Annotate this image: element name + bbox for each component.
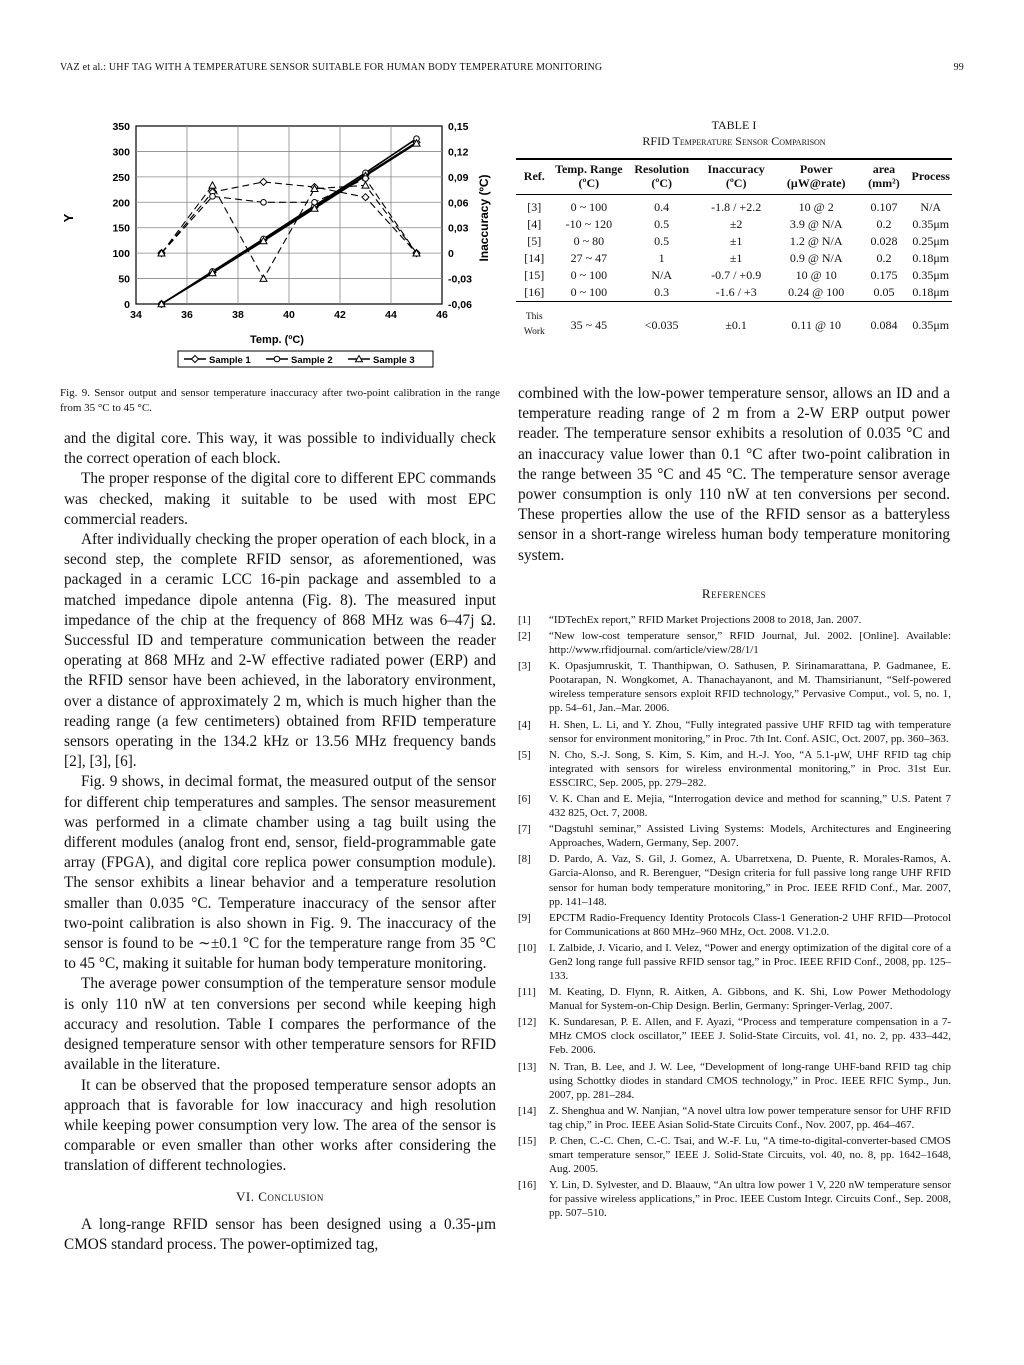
- paragraph: It can be observed that the proposed temperature sensor adopts an approach that is favorable for low inaccuracy and high resolution while keeping power consumption very low. The area of the sensor is comparable or even smaller than other works after considering the translation of different technologies.: [64, 1076, 496, 1175]
- reference-item: [518, 613, 951, 627]
- table-cell: 0.18μm: [912, 251, 950, 265]
- reference-item: [518, 1015, 951, 1057]
- reference-item: [518, 985, 951, 1013]
- y-tick-label: 150: [112, 222, 130, 235]
- table-cell: 0.084: [870, 317, 898, 332]
- comparison-table: [516, 158, 952, 344]
- reference-text: D. Pardo, A. Vaz, S. Gil, J. Gomez, A. Ubarretxena, D. Puente, R. Morales-Ramos, A. Garcia-Alonso, and R. Berenguer, “Design criteria for full passive long range UHF RFID sensor for human body temperature monitoring,” in Proc. IEEE RFID Conf., Mar. 2007, pp. 141–148.: [549, 853, 951, 908]
- table-cell: <0.035: [644, 317, 679, 332]
- table-cell: -10 ~ 120: [565, 217, 613, 231]
- reference-item: [518, 1178, 951, 1220]
- reference-item: [518, 911, 951, 939]
- table-cell: N/A: [920, 200, 942, 214]
- reference-number: [6]: [518, 793, 531, 806]
- section-title: VI. Conclusion: [236, 1188, 324, 1204]
- table-caption: RFID Temperature Sensor Comparison: [642, 134, 826, 148]
- y2-tick-label: 0,15: [448, 121, 469, 133]
- table-cell: 1: [658, 251, 665, 265]
- table-cell: ±1: [729, 251, 743, 265]
- paragraph: Fig. 9 shows, in decimal format, the measured output of the sensor for different chip temperatures and samples. The sensor measurement was performed in a climate chamber using a tag built using the different modules (analog front end, sensor, field-programmable gate array (FPGA), and digital core replica power consumption module). The sensor exhibits a linear behavior and a temperature resolution smaller than 0.035 °C. Temperature inaccuracy of the sensor after two-point calibration is also shown in Fig. 9. The inaccuracy of the sensor is found to be ∼±0.1 °C for the temperature range from 35 °C to 45 °C, making it suitable for human body temperature monitoring.: [64, 773, 496, 973]
- table-row: [516, 250, 952, 267]
- table-cell: 35 ~ 45: [570, 317, 608, 332]
- y2-tick-label: 0,09: [448, 171, 469, 184]
- table-cell: 0 ~ 100: [570, 200, 608, 214]
- table-header-cell: Temp. Range (ºC): [555, 162, 623, 190]
- table-cell: -0.7 / +0.9: [711, 268, 762, 282]
- y2-axis-label: Inaccuracy (ºC): [477, 174, 491, 262]
- reference-number: [1]: [518, 614, 531, 626]
- table-title: [520, 117, 948, 149]
- reference-item: [518, 822, 951, 850]
- data-point: [363, 176, 369, 182]
- running-header: [60, 62, 964, 73]
- table-cell: 0.5: [654, 234, 670, 248]
- reference-item: [518, 792, 951, 820]
- table-cell: [16]: [524, 285, 545, 299]
- table-cell: 0.25μm: [912, 234, 950, 248]
- table-cell: -1.6 / +3: [715, 285, 757, 299]
- figure-9-chart: [60, 112, 500, 374]
- table-row: [516, 216, 952, 233]
- reference-number: [4]: [518, 718, 531, 731]
- y-axis-label: Y: [61, 213, 76, 223]
- legend-label: Sample 2: [291, 355, 333, 366]
- paragraph: A long-range RFID sensor has been designed using a 0.35-μm CMOS standard process. The power-optimized tag,: [64, 1215, 496, 1253]
- table-row: [516, 284, 952, 302]
- reference-number: [10]: [518, 941, 537, 954]
- page-number: 99: [953, 62, 964, 73]
- references-heading: References: [701, 586, 767, 601]
- y-tick-label: 200: [112, 197, 130, 210]
- paragraph: and the digital core. This way, it was possible to individually check the correct operation of each block.: [64, 430, 496, 468]
- x-tick-label: 42: [334, 309, 346, 321]
- table-cell: 10 @ 2: [798, 200, 834, 214]
- reference-text: “IDTechEx report,” RFID Market Projections 2008 to 2018, Jan. 2007.: [549, 614, 862, 626]
- table-cell: 0.18μm: [912, 285, 950, 299]
- table-row: [516, 233, 952, 250]
- table-cell: 0 ~ 100: [570, 268, 608, 282]
- table-header-cell: Power (μW@rate): [786, 162, 846, 190]
- table-row: [516, 267, 952, 284]
- reference-number: [16]: [518, 1179, 537, 1192]
- running-title: VAZ et al.: UHF TAG WITH A TEMPERATURE SENSOR SUITABLE FOR HUMAN BODY TEMPERATURE MONITORING: [60, 62, 603, 73]
- table-cell: 0.2: [876, 251, 892, 265]
- x-axis-label: Temp. (ºC): [250, 334, 304, 346]
- reference-number: [13]: [518, 1060, 537, 1073]
- paragraph: The proper response of the digital core to different EPC commands was checked, making it suitable to be used with most EPC commercial readers.: [64, 470, 496, 528]
- table-cell: [14]: [524, 251, 545, 265]
- table-header-cell: Process: [911, 169, 950, 183]
- table-cell: 0.35μm: [912, 268, 950, 282]
- table-header-cell: Ref.: [523, 169, 545, 183]
- data-point: [261, 199, 267, 205]
- reference-item: [518, 659, 951, 715]
- table-cell: N/A: [651, 268, 673, 282]
- table-row: [516, 195, 952, 217]
- reference-number: [7]: [518, 823, 531, 836]
- reference-text: I. Zalbide, J. Vicario, and I. Velez, “Power and energy optimization of the digital core of a Gen2 long range full passive RFID sensor tag,” in Proc. IEEE RFID Conf., 2008, pp. 125–133.: [549, 941, 951, 982]
- table-cell: 0.24 @ 100: [788, 285, 845, 299]
- y-tick-label: 50: [118, 273, 130, 286]
- table-cell: [4]: [527, 217, 542, 231]
- x-tick-label: 34: [130, 309, 142, 321]
- x-tick-label: 38: [232, 309, 244, 321]
- x-tick-label: 44: [385, 309, 397, 321]
- table-cell: 0.107: [870, 200, 898, 214]
- reference-number: [15]: [518, 1134, 537, 1147]
- table-cell: 27 ~ 47: [570, 251, 608, 265]
- reference-text: N. Cho, S.-J. Song, S. Kim, S. Kim, and H.-J. Yoo, “A 5.1-μW, UHF RFID tag chip integrated with sensors for wireless environmental monitoring,” in Proc. 31st Eur. ESSCIRC, Sep. 2005, pp. 279–282.: [549, 748, 951, 789]
- reference-text: EPCTM Radio-Frequency Identity Protocols Class-1 Generation-2 UHF RFID—Protocol for Communications at 860 MHz–960 MHz, Oct. 2008. V1.2.0.: [549, 911, 951, 938]
- table-cell: [3]: [527, 200, 542, 214]
- reference-list: [518, 613, 951, 1222]
- table-header-row: [516, 159, 952, 195]
- table-cell: 0.11 @ 10: [791, 317, 841, 332]
- reference-item: [518, 852, 951, 908]
- paragraph: After individually checking the proper operation of each block, in a second step, the complete RFID sensor, as aforementioned, was packaged in a ceramic LCC 16-pin package and assembled to a matched impedance dipole antenna (Fig. 8). The measured input impedance of the chip at the frequency of 868 MHz was 6–47j Ω. Successful ID and temperature communication between the reader operating at 868 MHz and 2-W effective radiated power (ERP) and the RFID sensor have been achieved, in the laboratory environment, over a distance of approximately 2 m, which is much higher than the reading range (a few centimeters) obtained from RFID temperature sensors operating in the 134.2 kHz or 13.56 MHz frequency bands [2], [3], [6].: [64, 531, 496, 771]
- reference-number: [3]: [518, 660, 531, 673]
- reference-text: K. Opasjumruskit, T. Thanthipwan, O. Sathusen, P. Sirinamarattana, P. Gadmanee, E. Pootarapan, N. Wongkomet, A. Thanachayanont, and M. Thamsirianunt, “Self-powered wireless temperature sensors exploit RFID technology,” Pervasive Comput., vol. 5, no. 1, pp. 54–61, Jan.–Mar. 2006.: [549, 660, 951, 715]
- y-tick-label: 300: [112, 146, 130, 159]
- table-cell: ±0.1: [725, 317, 747, 332]
- table-cell: [5]: [527, 234, 542, 248]
- table-cell: This Work: [523, 312, 545, 337]
- data-point: [312, 199, 318, 205]
- reference-item: [518, 1134, 951, 1176]
- table-cell: 0.2: [876, 217, 892, 231]
- figure-caption: Fig. 9. Sensor output and sensor temperature inaccuracy after two-point calibration in the range from 35 °C to 45 °C.: [60, 387, 500, 414]
- chart-legend: [178, 351, 433, 367]
- table-cell: 0.5: [654, 217, 670, 231]
- reference-number: [8]: [518, 853, 531, 866]
- reference-item: [518, 718, 951, 746]
- table-row-this-work: [516, 302, 952, 345]
- y2-tick-label: 0,06: [448, 197, 469, 210]
- reference-item: [518, 629, 951, 657]
- table-cell: 0.35μm: [912, 217, 950, 231]
- table-cell: ±1: [729, 234, 743, 248]
- reference-text: “Dagstuhl seminar,” Assisted Living Systems: Models, Architectures and Engineering Approaches, Wadern, Germany, Sep. 2007.: [549, 823, 951, 850]
- table-cell: 0.175: [870, 268, 898, 282]
- reference-text: V. K. Chan and E. Mejia, “Interrogation device and method for scanning,” U.S. Patent 7 432 825, Oct. 7, 2008.: [549, 793, 951, 820]
- table-header-cell: Inaccuracy (ºC): [707, 162, 765, 190]
- reference-number: [12]: [518, 1016, 537, 1029]
- y2-tick-label: 0,12: [448, 146, 469, 159]
- reference-text: M. Keating, D. Flynn, R. Aitken, A. Gibbons, and K. Shi, Low Power Methodology Manual for System-on-Chip Design. Berlin, Germany: Springer-Verlag, 2007.: [549, 986, 951, 1013]
- table-cell: 0.9 @ N/A: [789, 251, 843, 265]
- reference-number: [2]: [518, 630, 531, 643]
- table-cell: 0.05: [873, 285, 895, 299]
- table-cell: -1.8 / +2.2: [711, 200, 762, 214]
- reference-number: [11]: [518, 986, 536, 999]
- table-cell: [15]: [524, 268, 545, 282]
- table-label: TABLE I: [711, 118, 757, 132]
- reference-text: “New low-cost temperature sensor,” RFID Journal, Jul. 2002. [Online]. Available: http://www.rfidjournal. com/article/view/28/1/1: [549, 630, 951, 657]
- legend-label: Sample 3: [373, 355, 415, 366]
- right-column: [518, 384, 950, 566]
- reference-text: P. Chen, C.-C. Chen, C.-C. Tsai, and W.-F. Lu, “A time-to-digital-converter-based CMOS smart temperature sensor,” IEEE J. Solid-State Circuits, vol. 40, no. 8, pp. 1642–1648, Aug. 2005.: [549, 1134, 951, 1176]
- table-cell: 1.2 @ N/A: [789, 234, 843, 248]
- y-tick-label: 350: [112, 121, 130, 133]
- reference-item: [518, 941, 951, 983]
- reference-text: H. Shen, L. Li, and Y. Zhou, “Fully integrated passive UHF RFID tag with temperature sensor for environment monitoring,” in Proc. 7th Int. Conf. ASIC, Oct. 2007, pp. 360–363.: [549, 718, 951, 745]
- x-tick-label: 40: [283, 309, 295, 321]
- data-point: [210, 194, 216, 200]
- paragraph: The average power consumption of the temperature sensor module is only 110 nW at ten conversions per second while keeping high accuracy and resolution. Table I compares the performance of the designed temperature sensor with other temperature sensors for RFID available in the literature.: [64, 975, 496, 1074]
- x-tick-label: 36: [181, 309, 193, 321]
- reference-number: [9]: [518, 911, 531, 924]
- table-cell: 0.028: [870, 234, 898, 248]
- left-column: [64, 429, 496, 1255]
- reference-number: [14]: [518, 1104, 537, 1117]
- y-tick-label: 100: [112, 248, 130, 261]
- reference-item: [518, 1060, 951, 1102]
- table-cell: 0.3: [654, 285, 670, 299]
- reference-item: [518, 748, 951, 790]
- reference-item: [518, 1104, 951, 1132]
- y-tick-label: 250: [112, 171, 130, 184]
- table-cell: 0 ~ 100: [570, 285, 608, 299]
- legend-label: Sample 1: [209, 355, 251, 366]
- y2-tick-label: -0,03: [448, 273, 472, 286]
- table-header-cell: Resolution (ºC): [634, 162, 690, 190]
- reference-number: [5]: [518, 748, 531, 761]
- reference-text: N. Tran, B. Lee, and J. W. Lee, “Development of long-range UHF-band RFID tag chip using Schottky diodes in standard CMOS technology,” in Proc. IEEE RFIC Symp., Jun. 2007, pp. 281–284.: [549, 1060, 951, 1101]
- y-tick-label: 0: [124, 299, 130, 311]
- paragraph: combined with the low-power temperature sensor, allows an ID and a temperature reading range of 2 m from a 2-W ERP output power reader. The temperature sensor exhibits a resolution of 0.035 °C and an inaccuracy value lower than 0.1 °C after two-point calibration in the range between 35 °C and 45 °C. The temperature sensor average power consumption is only 110 nW at ten conversions per second. These properties allow the use of the RFID sensor as a batteryless sensor in a short-range wireless human body temperature monitoring system.: [518, 385, 950, 564]
- table-cell: 0.4: [654, 200, 670, 214]
- reference-text: Y. Lin, D. Sylvester, and D. Blaauw, “An ultra low power 1 V, 220 nW temperature sensor for passive wireless applications,” in Proc. IEEE Custom Integr. Circuits Conf., Sep. 2008, pp. 507–510.: [549, 1179, 951, 1220]
- x-tick-label: 46: [436, 309, 448, 321]
- y2-tick-label: 0,03: [448, 222, 469, 235]
- y2-tick-label: 0: [448, 248, 454, 261]
- table-header-cell: area (mm²): [868, 162, 900, 190]
- table-body: [516, 195, 952, 345]
- table-cell: ±2: [729, 217, 743, 231]
- table-cell: 0.35μm: [912, 317, 950, 332]
- reference-text: Z. Shenghua and W. Nanjian, “A novel ultra low power temperature sensor for UHF RFID tag chip,” in Proc. IEEE Asian Solid-State Circuits Conf., Nov. 2007, pp. 464–467.: [549, 1104, 951, 1131]
- table-cell: 0 ~ 80: [573, 234, 605, 248]
- table-cell: 10 @ 10: [795, 268, 837, 282]
- table-cell: 3.9 @ N/A: [789, 217, 843, 231]
- y2-tick-label: -0,06: [448, 299, 472, 311]
- reference-text: K. Sundaresan, P. E. Allen, and F. Ayazi, “Process and temperature compensation in a 7-MHz CMOS clock oscillator,” IEEE J. Solid-State Circuits, vol. 41, no. 2, pp. 433–442, Feb. 2006.: [549, 1016, 951, 1057]
- legend-marker: [274, 356, 280, 362]
